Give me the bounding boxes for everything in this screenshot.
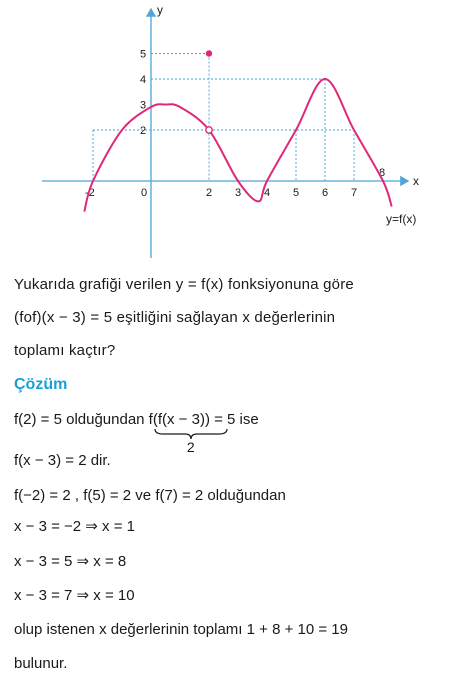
y-tick-label: 4 [140, 74, 147, 86]
function-label: y=f(x) [386, 212, 417, 226]
x-axis-name: x [413, 174, 419, 188]
x-tick-label: 5 [293, 187, 300, 199]
x-tick-label: 7 [351, 187, 358, 199]
question-line-1: Yukarıda grafiği verilen y = f(x) fonksiyonuna göre [14, 276, 354, 293]
solution-line-6: x − 3 = 7 ⇒ x = 10 [14, 587, 135, 604]
x-tick-label: 2 [206, 187, 213, 199]
underbrace-expression: (f(x − 3)) [152, 411, 210, 428]
y-tick-label: 2 [140, 125, 147, 137]
solution-line-4: x − 3 = −2 ⇒ x = 1 [14, 518, 135, 535]
solution-heading: Çözüm [14, 376, 68, 393]
solution-line-8: bulunur. [14, 655, 68, 672]
question-line-2: (fof)(x − 3) = 5 eşitliğini sağlayan x değerlerinin [14, 309, 336, 326]
filled-point [206, 50, 212, 56]
underbrace-value: 2 [186, 439, 195, 455]
x-tick-label: 3 [235, 187, 242, 199]
y-tick-label: 3 [140, 99, 147, 112]
open-point [206, 127, 212, 133]
solution-line-5: x − 3 = 5 ⇒ x = 8 [14, 553, 127, 570]
solution-line-7: olup istenen x değerlerinin toplamı 1 + 8 + 10 = 19 [14, 621, 348, 638]
function-graph [0, 0, 466, 262]
solution-line-1-right: = 5 ise [209, 411, 259, 428]
underbrace-group [152, 411, 210, 455]
x-tick-label: 8 [379, 167, 386, 179]
y-axis-name: y [157, 3, 163, 17]
question-line-3: toplamı kaçtır? [14, 342, 116, 359]
solution-line-3: f(−2) = 2 , f(5) = 2 ve f(7) = 2 olduğundan [14, 487, 286, 504]
x-tick-label: 0 [141, 187, 148, 199]
guide-lines [93, 54, 354, 182]
x-tick-label: -2 [85, 187, 95, 199]
solution-line-1 [14, 411, 259, 455]
x-tick-label: 6 [322, 187, 329, 199]
solution-line-2: f(x − 3) = 2 dir. [14, 452, 111, 469]
y-tick-label: 5 [140, 48, 147, 61]
solution-line-1-left: f(2) = 5 olduğundan f [14, 411, 153, 428]
x-tick-label: 4 [264, 187, 271, 199]
